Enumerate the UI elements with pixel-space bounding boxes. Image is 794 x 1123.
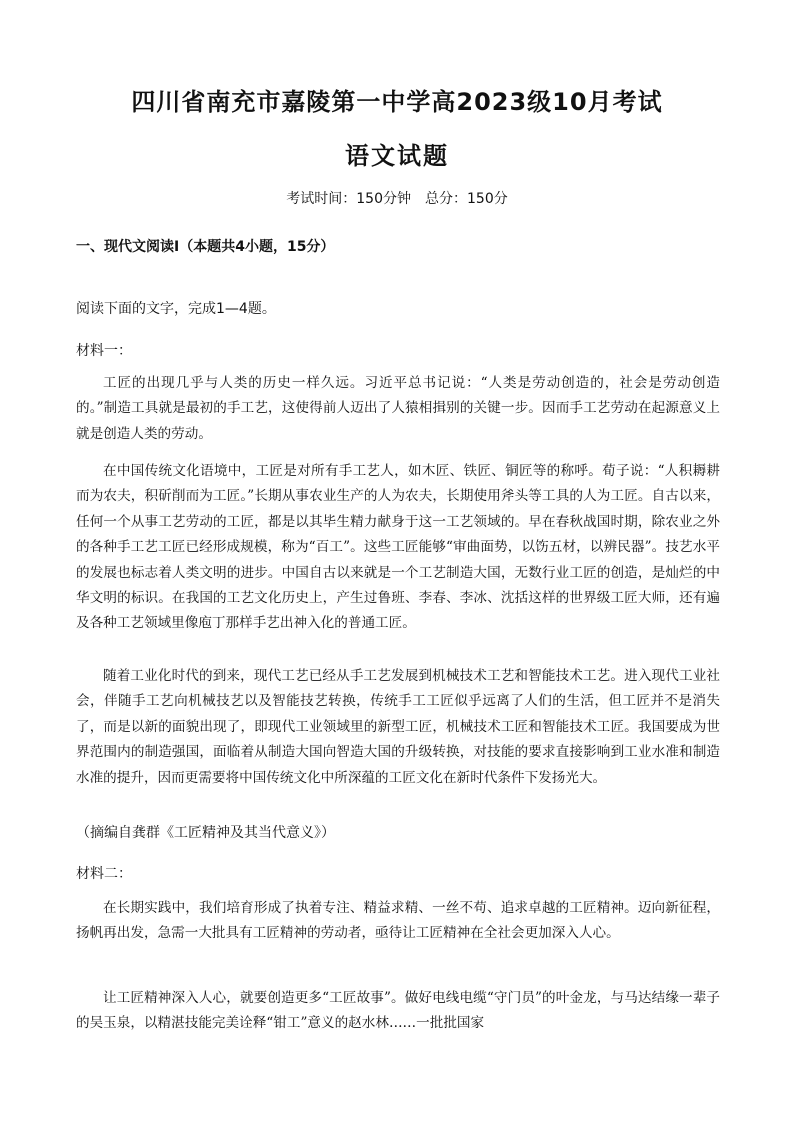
exam-title: 四川省南充市嘉陵第一中学高2023级10月考试 <box>131 88 663 116</box>
exam-score: 总分：150分 <box>425 191 508 207</box>
material2-paragraph: 在长期实践中，我们培育形成了执着专注、精益求精、一丝不苟、追求卓越的工匠精神。迈向新征程，扬帆再出发，急需一大批具有工匠精神的劳动者，亟待让工匠精神在全社会更加深入人心。 <box>76 900 720 942</box>
exam-meta <box>0 188 794 208</box>
material1-paragraph: 在中国传统文化语境中，工匠是对所有手工艺人，如木匠、铁匠、铜匠等的称呼。荀子说：“人积耨耕而为农夫，积斫削而为工匠。”长期从事农业生产的人为农夫，长期使用斧头等工具的人为工匠。自古以来，任何一个从事工艺劳动的工匠，都是以其毕生精力献身于这一工艺领域的。早在春秋战国时期，除农业之外的各种手工艺工匠已经形成规模，称为“百工”。这些工匠能够“审曲面势，以饬五材，以辨民器”。技艺水平的发展也标志着人类文明的进步。中国自古以来就是一个工艺制造大国，无数行业工匠的创造，是灿烂的中华文明的标识。在我国的工艺文化历史上，产生过鲁班、李春、李冰、沈括这样的世界级工匠大师，还有遍及各种工艺领域里像庖丁那样手艺出神入化的普通工匠。 <box>76 463 720 632</box>
section-instruction: 阅读下面的文字，完成1—4题。 <box>76 301 276 317</box>
material2-paragraph: 让工匠精神深入人心，就要创造更多“工匠故事”。做好电线电缆“守门员”的叶金龙，与马达结缘一辈子的吴玉泉，以精湛技能完美诠释“钳工”意义的赵水林……一批批国家 <box>76 990 720 1032</box>
material1-label: 材料一： <box>76 343 132 359</box>
source-note: （摘编自龚群《工匠精神及其当代意义》） <box>76 825 335 841</box>
section-heading: 一、现代文阅读Ⅰ（本题共4小题，15分） <box>76 239 335 255</box>
material1-paragraph: 工匠的出现几乎与人类的历史一样久远。习近平总书记说：“人类是劳动创造的，社会是劳动创造的。”制造工具就是最初的手工艺，这使得前人迈出了人猿相揖别的关键一步。因而手工艺劳动在起源意义上就是创造人类的劳动。 <box>76 375 720 442</box>
exam-subtitle: 语文试题 <box>345 142 449 170</box>
material1-paragraph: 随着工业化时代的到来，现代工艺已经从手工艺发展到机械技术工艺和智能技术工艺。进入现代工业社会，伴随手工艺向机械技艺以及智能技艺转换，传统手工工匠似乎远离了人们的生活，但工匠并不是消失了，而是以新的面貌出现了，即现代工业领域里的新型工匠，机械技术工匠和智能技术工匠。我国要成为世界范围内的制造强国，面临着从制造大国向智造大国的升级转换，对技能的要求直接影响到工业水准和制造水准的提升，因而更需要将中国传统文化中所深蕴的工匠文化在新时代条件下发扬光大。 <box>76 668 720 786</box>
exam-time: 考试时间：150分钟 <box>286 191 411 207</box>
material2-label: 材料二： <box>76 866 132 882</box>
